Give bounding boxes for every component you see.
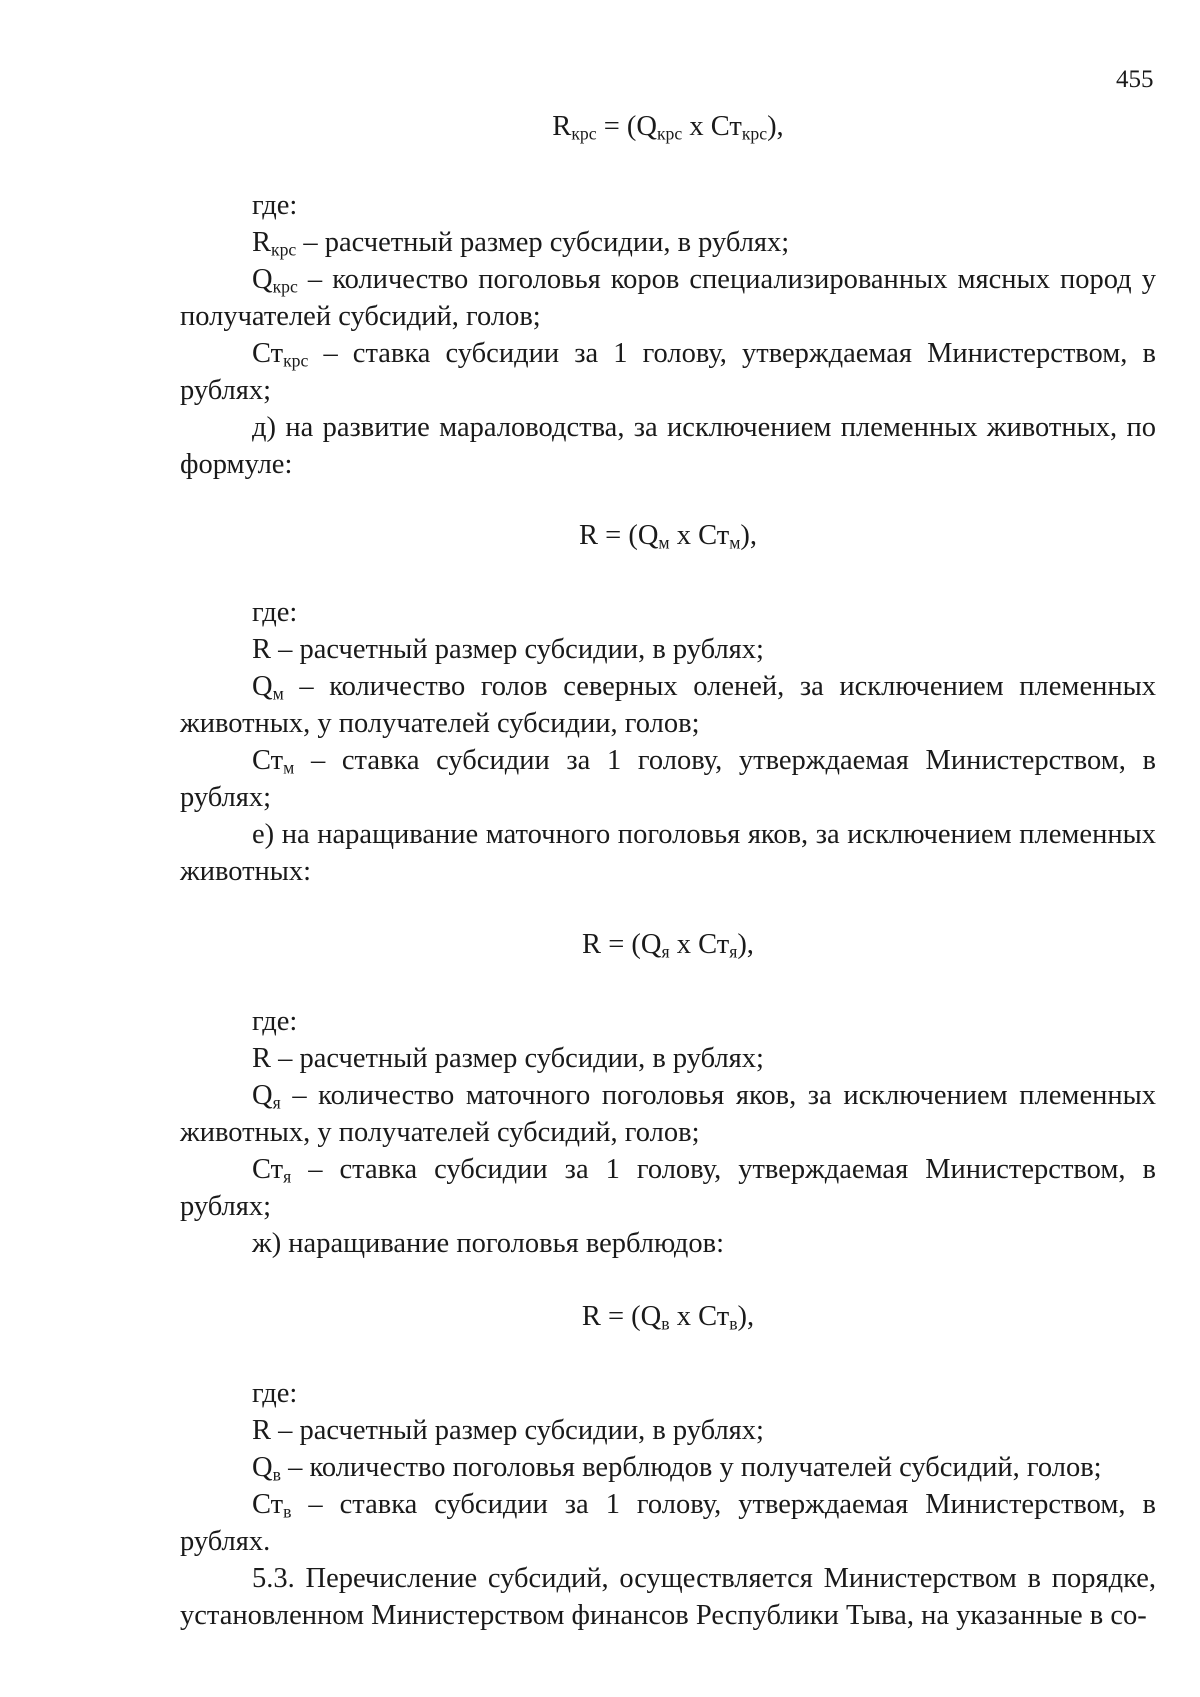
definition-q-cattle: $Q_{крс}$ – количество поголовья коров специализированных мясных пород у получателей субсидий, голов;: [180, 264, 1156, 332]
definition-q-camel: $Q_в$ – количество поголовья верблюдов у получателей субсидий, голов;: [252, 1452, 1102, 1485]
definition-r-deer: R – расчетный размер субсидии, в рублях;: [252, 634, 764, 665]
definition-r-camel: R – расчетный размер субсидии, в рублях;: [252, 1415, 764, 1446]
definition-st-yak: $Ст_я$ – ставка субсидии за 1 голову, утверждаемая Министерством, в рублях;: [180, 1154, 1156, 1222]
definition-st-cattle: $Ст_{крс}$ – ставка субсидии за 1 голову, утверждаемая Министерством, в рублях;: [180, 338, 1156, 406]
where-label: где:: [252, 190, 298, 221]
formula-camel: $R = (Q_в$ x $Ст_в$),: [581, 1301, 755, 1334]
definition-r-yak: R – расчетный размер субсидии, в рублях;: [252, 1043, 764, 1074]
formula-yak: $R = (Q_я$ x $Ст_я$),: [582, 929, 754, 962]
where-label: где:: [252, 1006, 298, 1037]
formula-cattle: $R_{крс} = (Q_{крс}$ x $Ст_{крс}$),: [552, 111, 784, 144]
item-zh: ж) наращивание поголовья верблюдов:: [252, 1228, 725, 1259]
document-body: [180, 108, 1156, 1634]
definition-q-yak: $Q_я$ – количество маточного поголовья яков, за исключением племенных животных, у получателей субсидий, голов;: [180, 1080, 1156, 1148]
definition-st-deer: $Ст_м$ – ставка субсидии за 1 голову, утверждаемая Министерством, в рублях;: [180, 745, 1156, 813]
definition-st-camel: $Ст_в$ – ставка субсидии за 1 голову, утверждаемая Министерством, в рублях.: [180, 1489, 1156, 1557]
where-label: где:: [252, 597, 298, 628]
page-number: 455: [1116, 66, 1154, 93]
where-label: где:: [252, 1378, 298, 1409]
section-5-3: 5.3. Перечисление субсидий, осуществляется Министерством в порядке, установленном Министерством финансов Республики Тыва, на указанные в со-: [180, 1563, 1156, 1631]
definition-r-cattle: $R_{крс}$ – расчетный размер субсидии, в рублях;: [252, 227, 790, 260]
item-e: е) на наращивание маточного поголовья яков, за исключением племенных животных:: [180, 819, 1156, 887]
item-d: д) на развитие мараловодства, за исключением племенных животных, по формуле:: [180, 412, 1156, 480]
formula-deer: $R = (Q_м$ x $Ст_м$),: [578, 520, 757, 553]
definition-q-deer: $Q_м$ – количество голов северных оленей, за исключением племенных животных, у получателей субсидии, голов;: [180, 671, 1156, 739]
